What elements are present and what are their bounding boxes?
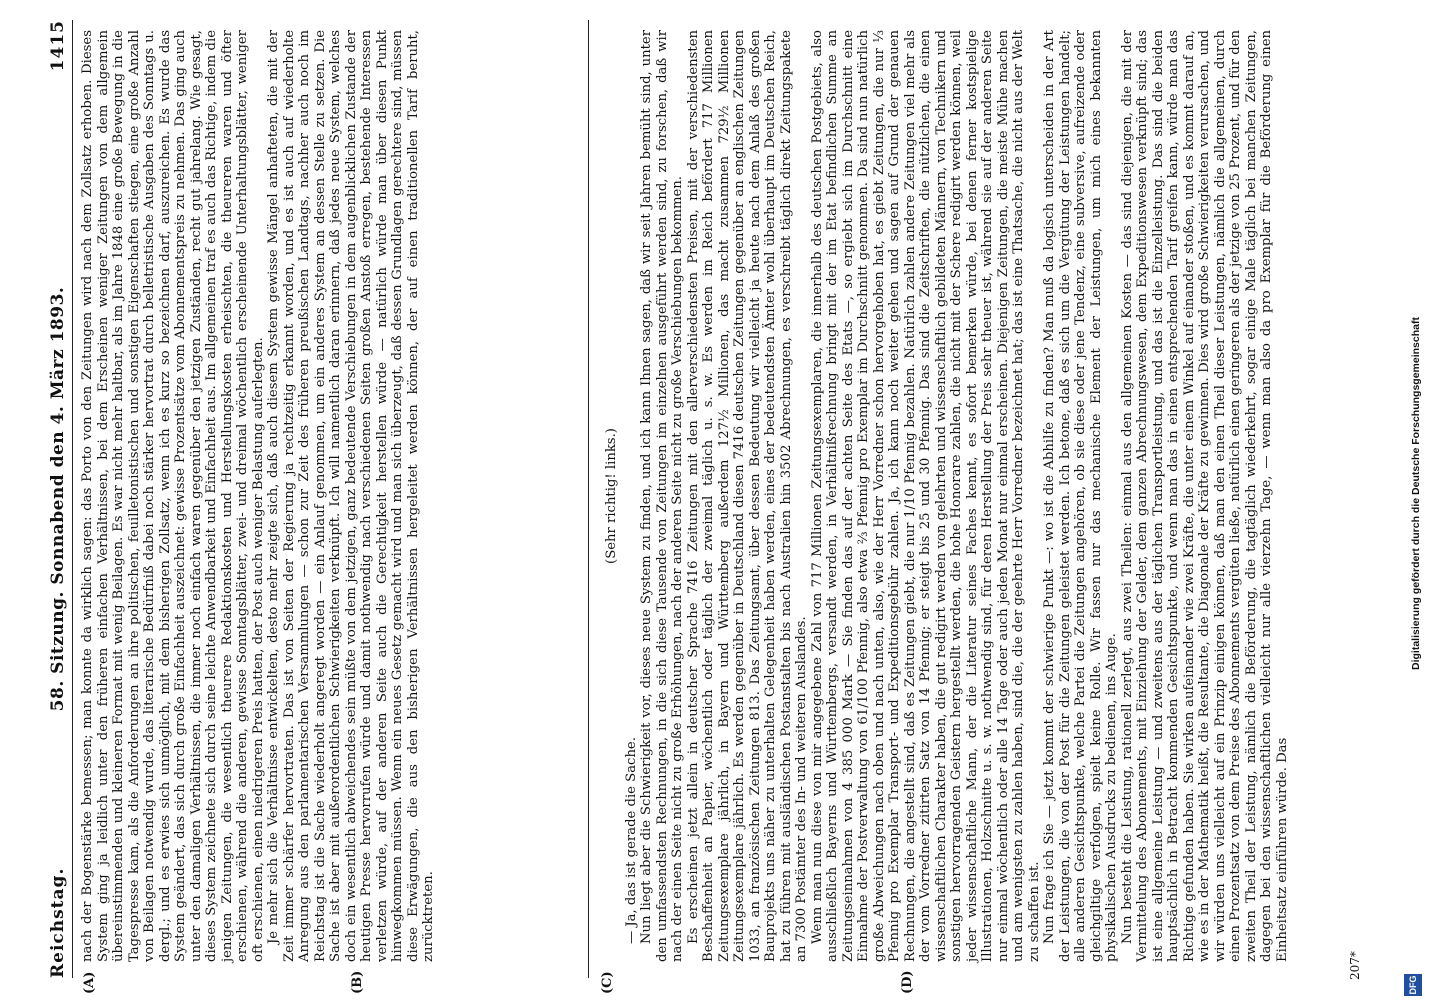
margin-marker-c: (C) bbox=[600, 971, 615, 994]
paragraph: nach der Bogenstärke bemessen; man konnte da wirklich sagen: das Porto von den Zeitungen wird nach dem Zollsatz erhoben. Dieses System ging ja leidlich unter den früheren einfachen Verhältnissen, bei dem Erscheinen weniger Zeitungen von dem allgemein übereinstimmenden und kleineren Format mit wenig Beilagen. Es war nicht mehr haltbar, als im Jahre 1848 eine große Bewegung in die Tagespresse kam, als die Anforderungen an ihre politischen, feuilletonistischen und sonstigen Eigenschaften stiegen, eine große Anzahl von Beilagen notwendig wurde, das literarische Bedürfniß dabei noch stärker hervortrat durch belletristische Ausgaben des Sonntags u. dergl.; und es erwies sich unmöglich, mit dem bisherigen Zollsatz, wenn ich es kurz so bezeichnen darf, auszureichen. Es wurde das System geändert, das sich durch große Einfachheit auszeichnet: gewisse Prozentsätze vom Abonnementspreis zu nehmen. Das ging auch unter den damaligen Verhältnissen, die immer noch einfach waren gegenüber den jetzigen Zuständen, recht gut jahrelang. Wie gesagt, dieses System zeichnete sich durch seine leichte Anwendbarkeit und Einfachheit aus. Im allgemeinen traf es auch das Richtige, indem die jenigen Zeitungen, die wesentlich theurere Redaktionskosten und Herstellungskosten erheischten, die theureren waren und öfter erschienen, während die anderen, gewisse Sonntagsblätter, zwei- und dreimal wöchentlich erscheinende Unterhaltungsblätter, weniger oft erschienen, einen niedrigeren Preis hatten, der Post auch weniger Belastung auferlegten. bbox=[80, 30, 266, 962]
digitization-credit: Digitalisierung gefördert durch die Deutsche Forschungsgemeinschaft bbox=[1410, 317, 1422, 670]
header-center: 58. Sitzung. Sonnabend den 4. März 1893. bbox=[48, 286, 68, 712]
paragraph: Je mehr sich die Verhältnisse entwickelten, desto mehr zeigte sich, daß auch diesem System gewisse Mängel anhafteten, die mit der Zeit immer schärfer hervortraten. Das ist von Seiten der Regierung ja rechtzeitig erkannt worden, und es ist auch auf wiederholte Anregung aus den parlamentarischen Versammlungen — schon zur Zeit des früheren preußischen Landtags, nachher auch noch im Reichstag ist die Sache wiederholt angeregt worden — ein Anlauf genommen, um ein anderes System an dessen Stelle zu setzen. Die Sache ist aber mit außerordentlichen Schwierigkeiten verknüpft. Ich will namentlich daran erinnern, daß jedes neue System, welches doch ein wesentlich abweichendes sein müßte von dem jetzigen, ganz bedeutende Verschiebungen in dem augenblicklichen Zustande der heutigen Presse hervorrufen würde und damit nothwendig nach verschiedenen Seiten großen Anstoß erregen, bestehende Interessen verletzen würde, auf der anderen Seite auch die Gerechtigkeit herstellen würde — natürlich würde man über diesen Punkt hinwegkommen müssen. Wenn ein neues Gesetz gemacht wird und man sich überzeugt, daß dessen Grundlagen gerechtere sind, müssen diese Erwägungen, die aus den bisherigen Verhältnissen hergeleitet werden können, der auf einen traditionellen Tarif beruht, zurücktreten. bbox=[266, 30, 436, 962]
margin-marker-d: (D) bbox=[900, 970, 915, 994]
header-left: Reichstag. bbox=[48, 867, 68, 978]
text-column-upper bbox=[80, 30, 580, 962]
signature-mark: 207* bbox=[1348, 951, 1362, 980]
paragraph: Wenn man nun diese von mir angegebene Zahl von 717 Millionen Zeitungsexemplaren, die innerhalb des deutschen Postgebiets, also ausschließlich Bayerns und Württembergs, versandt werden, in Verhältnißrechnung bringt mit der im Etat befindlichen Summe an Zeitungseinnahmen von 4 385 000 Mark — Sie finden das auf der achten Seite des Etats —, so ergiebt sich im Durchschnitt eine Einnahme der Postverwaltung von 61/100 Pfennig, also etwa ⅔ Pfennig pro Exemplar im Durchschnitt genommen. Da sind nun natürlich große Abweichungen nach oben und nach unten, also, wie der Herr Vorredner schon hervorgehoben hat, es giebt Zeitungen, die nur ⅓ Pfennig pro Exemplar Transport- und Expeditionsgebühr zahlen. Ja, ich kann noch weiter gehen und sagen auf Grund der genauen Rechnungen, die angestellt sind, daß es Zeitungen giebt, die nur 1/10 Pfennig bezahlen. Natürlich zahlen andere Zeitungen viel mehr als der vom Vorredner zitirten Satz von 14 Pfennig; er steigt bis 25 und 30 Pfennig. Das sind die Zeitschriften, die nützlichen, die einen wissenschaftlichen Charakter haben, die gut redigirt werden von gelehrten und wissenschaftlich gebildeten Männern, von Technikern und sonstigen hervorragenden Geistern hergestellt werden, die hohe Honorare zahlen, die nicht mit der Schere redigirt werden können, weil jeder wissenschaftliche Mann, der die Literatur seines Faches kennt, es sofort bemerken würde, bei denen ferner kostspielige Illustrationen, Holzschnitte u. s. w. nothwendig sind, für deren Herstellung der Preis sehr theuer ist, während sie auf der anderen Seite nur einmal wöchentlich oder alle 14 Tage oder auch jeden Monat nur einmal erscheinen. Diejenigen Zeitungen, die meiste Mühe machen und am wenigsten zu zahlen haben, sind die, die der geehrte Herr Vorredner bezeichnet hat; das ist eine Thatsache, die nicht aus der Welt zu schaffen ist. bbox=[809, 30, 1042, 962]
column-divider bbox=[588, 20, 589, 978]
paragraph: — Ja, das ist gerade die Sache. bbox=[623, 737, 639, 944]
dfg-logo: DFG bbox=[1404, 974, 1422, 996]
text-column-lower bbox=[600, 30, 1290, 962]
paragraph: Es erscheinen jetzt allein in deutscher Sprache 7416 Zeitungen mit den allerverschiedensten Preisen, mit der verschiedensten Beschaffenheit an Papier, wöchentlich oder täglich der zweimal täglich u. s. w. Es werden im Reich befördert 717 Millionen Zeitungsexemplare jährlich, in Bayern und Württemberg außerdem 127½ Millionen, das macht zusammen 729½ Millionen Zeitungsexemplare jährlich. Es werden gegenüber in Deutschland diesen 7416 deutschen Zeitungen gegenüber an englischen Zeitungen 1033, an französischen Zeitungen 813. Das Zeitungsamt, über dessen Bedeutung wir vielleicht ja heute nach dem Anlaß des großen Bauprojekts uns näher zu unterhalten Gelegenheit haben werden, eines der bedeutendsten Ämter wohl überhaupt im Deutschen Reich, hat zu führen mit ausländischen Postanstalten bis nach Australien hin 3502 Abrechnungen, es verschreibt täglich direkt Zeitungspakete an 7300 Postämter des In- und weiteren Auslandes. bbox=[685, 30, 809, 962]
margin-marker-a: (A) bbox=[82, 971, 97, 994]
paragraph: Nun besteht die Leistung, rationell zerlegt, aus zwei Theilen: einmal aus den allgemeinen Kosten — das sind diejenigen, die mit der Vermittelung des Abonnements, mit Einziehung der Gelder, dem ganzen Abrechnungswesen, dem Expeditionswesen verknüpft sind; das ist eine allgemeine Leistung — und zweitens aus der täglichen Transportleistung, und das ist die Einzelleistung. Das sind die beiden hauptsächlich in Betracht kommenden Gesichtspunkte, und wenn man das in einen entsprechenden Tarif greifen kann, würde man das Richtige gefunden haben. Sie wirken aufeinander wie zwei Kräfte, die unter einem Winkel auf einander stoßen, und es kommt darauf an, wie es in der Mathematik heißt, die Resultante, die Diagonale der Kräfte zu gewinnen. Dies wird große Schwierigkeiten verursachen, und wir würden uns vielleicht auf ein Prinzip einigen können, daß man den einen Theil dieser Leistungen, nämlich die allgemeinen, durch einen Prozentsatz von dem Preise des Abonnements vergüten ließe, natürlich einen geringeren als der jetzige von 25 Prozent, und für den zweiten Theil der Leistung, nämlich die Beförderung, die tagtäglich wiederkehrt, sogar einige Male täglich bei manchen Zeitungen, dagegen bei den wissenschaftlichen vielleicht nur alle vierzehn Tage, — wenn man also da pro Exemplar für die Beförderung einen Einheitsatz einführen würde. Das bbox=[1119, 30, 1290, 962]
running-header bbox=[44, 20, 73, 978]
paragraph: Nun frage ich Sie — jetzt kommt der schwierige Punkt —: wo ist die Abhilfe zu finden? Man muß da logisch unterscheiden in der Art der Leistungen, die von der Post für die Zeitungen geleistet werden. Ich betone, daß es sich um die Vergütung der Leistungen handelt; alle anderen Gesichtspunkte, welche Partei die Zeitungen angehören, ob sie diese oder jene Tendenz, eine subversive, aufreizende oder gleichgiltige verfolgen, spielt keine Rolle. Wir fassen nur das mechanische Element der Leistungen, um mich eines bekannten physikalischen Ausdrucks zu bedienen, ins Auge. bbox=[1042, 30, 1119, 962]
paragraph: Nun liegt aber die Schwierigkeit vor, dieses neue System zu finden, und ich kann Ihnen sagen, daß wir seit Jahren bemüht sind, unter den umfassendsten Rechnungen, in die sich diese Tausende von Zeitungen im einzelnen ausgeführt werden sind, zu forschen, daß wir nach der einen Seite nicht zu große Erhöhungen, nach der anderen Seite nicht zu große Verschiebungen bekommen. bbox=[639, 30, 685, 962]
interjection: (Sehr richtig! links.) bbox=[604, 428, 619, 564]
page-number: 1415 bbox=[48, 20, 68, 72]
margin-marker-b: (B) bbox=[350, 970, 365, 994]
